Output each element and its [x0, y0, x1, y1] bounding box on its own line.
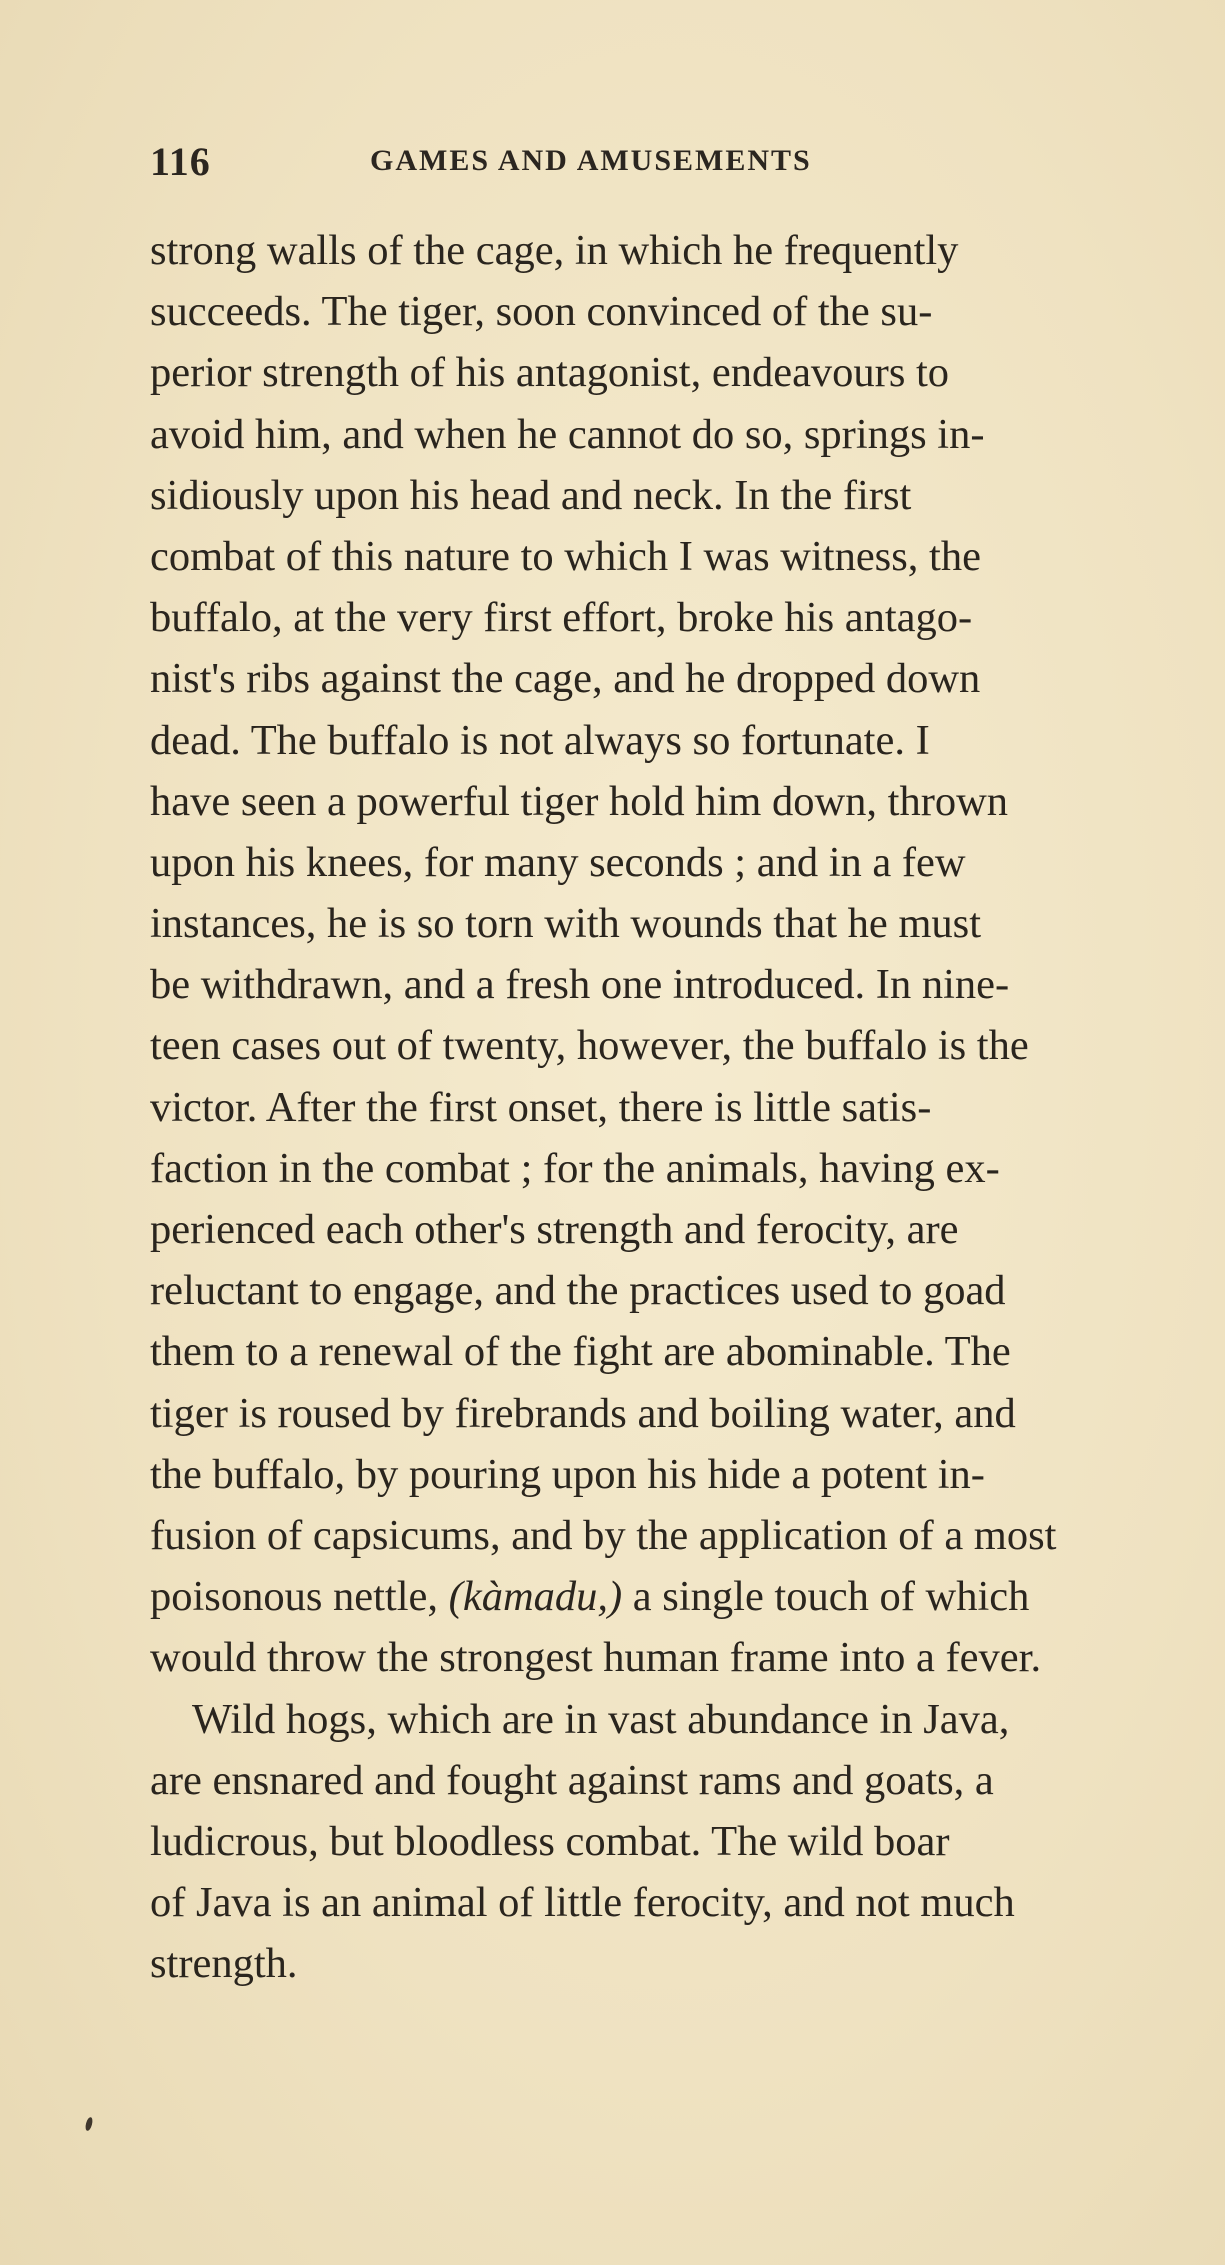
text-fragment: a single touch of which: [622, 1573, 1030, 1621]
text-line: perior strength of his antagonist, endeavours to: [150, 349, 950, 397]
text-line: them to a renewal of the fight are abominable. The: [150, 1328, 1011, 1376]
text-line: be withdrawn, and a fresh one introduced. In nine-: [150, 961, 1010, 1009]
paragraph-first-line: Wild hogs, which are in vast abundance in Java,: [192, 1695, 1010, 1743]
running-head: GAMES AND AMUSEMENTS: [370, 144, 812, 177]
text-line: dead. The buffalo is not always so fortunate. I: [150, 716, 930, 764]
text-line: reluctant to engage, and the practices used to goad: [150, 1267, 1006, 1315]
text-line: tiger is roused by firebrands and boiling water, and: [150, 1389, 1016, 1437]
text-line-with-italic: [150, 1566, 1170, 1627]
text-line: nist's ribs against the cage, and he dropped down: [150, 655, 981, 703]
text-line: ludicrous, but bloodless combat. The wild boar: [150, 1817, 950, 1865]
page-number: 116: [150, 139, 211, 184]
text-line: are ensnared and fought against rams and goats, a: [150, 1756, 994, 1804]
text-line: avoid him, and when he cannot do so, springs in-: [150, 410, 985, 458]
text-fragment: poisonous nettle,: [150, 1573, 449, 1621]
text-line: perienced each other's strength and ferocity, are: [150, 1206, 959, 1253]
ink-speck: [84, 2116, 93, 2131]
text-line: victor. After the first onset, there is little satis-: [150, 1083, 932, 1131]
text-line: of Java is an animal of little ferocity, and not much: [150, 1879, 1015, 1927]
text-line: succeeds. The tiger, soon convinced of the su-: [150, 288, 933, 336]
text-line: teen cases out of twenty, however, the buffalo is the: [150, 1022, 1029, 1070]
page-header: [150, 138, 900, 188]
text-line: upon his knees, for many seconds ; and in a few: [150, 838, 966, 886]
text-line: the buffalo, by pouring upon his hide a potent in-: [150, 1450, 985, 1498]
body-text: [150, 220, 1170, 1994]
text-line: strong walls of the cage, in which he frequently: [150, 227, 959, 274]
text-line: fusion of capsicums, and by the application of a most: [150, 1511, 1057, 1559]
text-line: instances, he is so torn with wounds that he must: [150, 900, 982, 948]
text-line: faction in the combat ; for the animals, having ex-: [150, 1144, 1000, 1192]
text-line: combat of this nature to which I was witness, the: [150, 532, 981, 580]
text-line: strength.: [150, 1940, 298, 1988]
text-line: sidiously upon his head and neck. In the first: [150, 471, 912, 519]
italic-term: (kàmadu,): [448, 1573, 623, 1621]
text-line: buffalo, at the very first effort, broke his antago-: [150, 594, 973, 642]
text-line: would throw the strongest human frame into a fever.: [150, 1634, 1042, 1682]
text-line: have seen a powerful tiger hold him down, thrown: [150, 777, 1009, 825]
